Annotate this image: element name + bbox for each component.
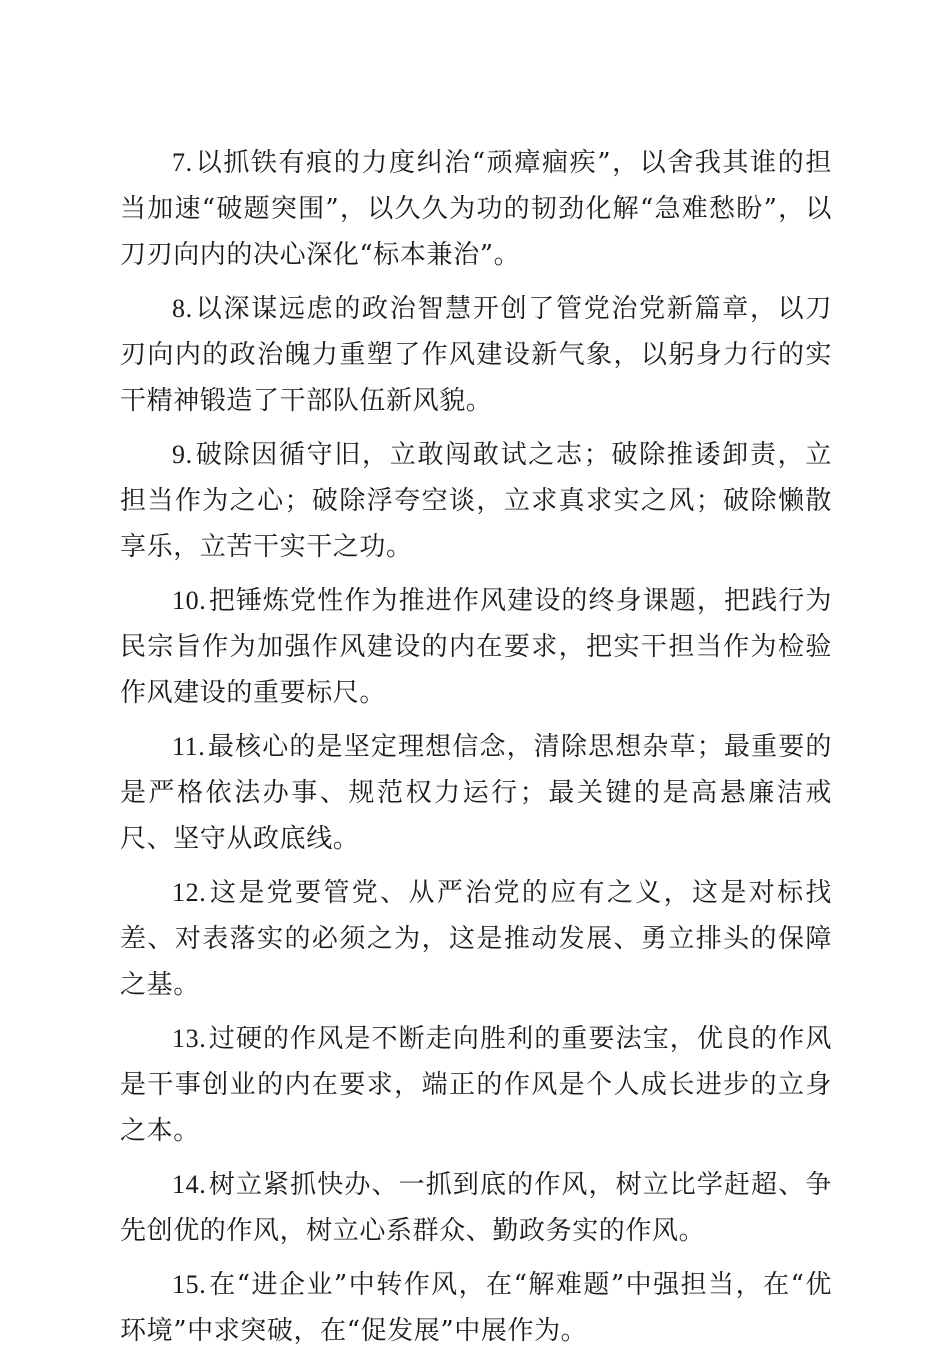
- paragraph-text: 过硬的作风是不断走向胜利的重要法宝，优良的作风是干事创业的内在要求，端正的作风是个人成长进步的立身之本。: [120, 1024, 832, 1146]
- paragraph-7: [120, 140, 832, 278]
- paragraph-number: 9.: [172, 440, 193, 469]
- paragraph-text: 以抓铁有痕的力度纠治“顽瘴痼疾”，以舍我其谁的担当加速“破题突围”，以久久为功的韧劲化解“急难愁盼”，以刀刃向内的决心深化“标本兼治”。: [120, 148, 832, 270]
- paragraph-number: 7.: [172, 148, 193, 177]
- paragraph-number: 12.: [172, 878, 207, 907]
- paragraph-text: 树立紧抓快办、一抓到底的作风，树立比学赶超、争先创优的作风，树立心系群众、勤政务实的作风。: [120, 1170, 832, 1246]
- paragraph-12: [120, 870, 832, 1008]
- paragraph-10: [120, 578, 832, 716]
- paragraph-text: 破除因循守旧，立敢闯敢试之志；破除推诿卸责，立担当作为之心；破除浮夸空谈，立求真求实之风；破除懒散享乐，立苦干实干之功。: [120, 440, 832, 562]
- paragraph-text: 把锤炼党性作为推进作风建设的终身课题，把践行为民宗旨作为加强作风建设的内在要求，把实干担当作为检验作风建设的重要标尺。: [120, 586, 832, 708]
- paragraph-11: [120, 724, 832, 862]
- document-body: [120, 140, 832, 1362]
- paragraph-9: [120, 432, 832, 570]
- paragraph-8: [120, 286, 832, 424]
- paragraph-number: 10.: [172, 586, 207, 615]
- paragraph-number: 11.: [172, 732, 206, 761]
- paragraph-13: [120, 1016, 832, 1154]
- paragraph-14: [120, 1162, 832, 1254]
- paragraph-number: 14.: [172, 1170, 207, 1199]
- paragraph-number: 15.: [172, 1270, 207, 1299]
- paragraph-15: [120, 1262, 832, 1354]
- paragraph-text: 最核心的是坚定理想信念，清除思想杂草；最重要的是严格依法办事、规范权力运行；最关键的是高悬廉洁戒尺、坚守从政底线。: [120, 732, 832, 854]
- paragraph-text: 在“进企业”中转作风，在“解难题”中强担当，在“优环境”中求突破，在“促发展”中展作为。: [120, 1270, 832, 1346]
- paragraph-text: 以深谋远虑的政治智慧开创了管党治党新篇章，以刀刃向内的政治魄力重塑了作风建设新气象，以躬身力行的实干精神锻造了干部队伍新风貌。: [120, 294, 832, 416]
- paragraph-text: 这是党要管党、从严治党的应有之义，这是对标找差、对表落实的必须之为，这是推动发展、勇立排头的保障之基。: [120, 878, 832, 1000]
- paragraph-number: 8.: [172, 294, 193, 323]
- paragraph-number: 13.: [172, 1024, 207, 1053]
